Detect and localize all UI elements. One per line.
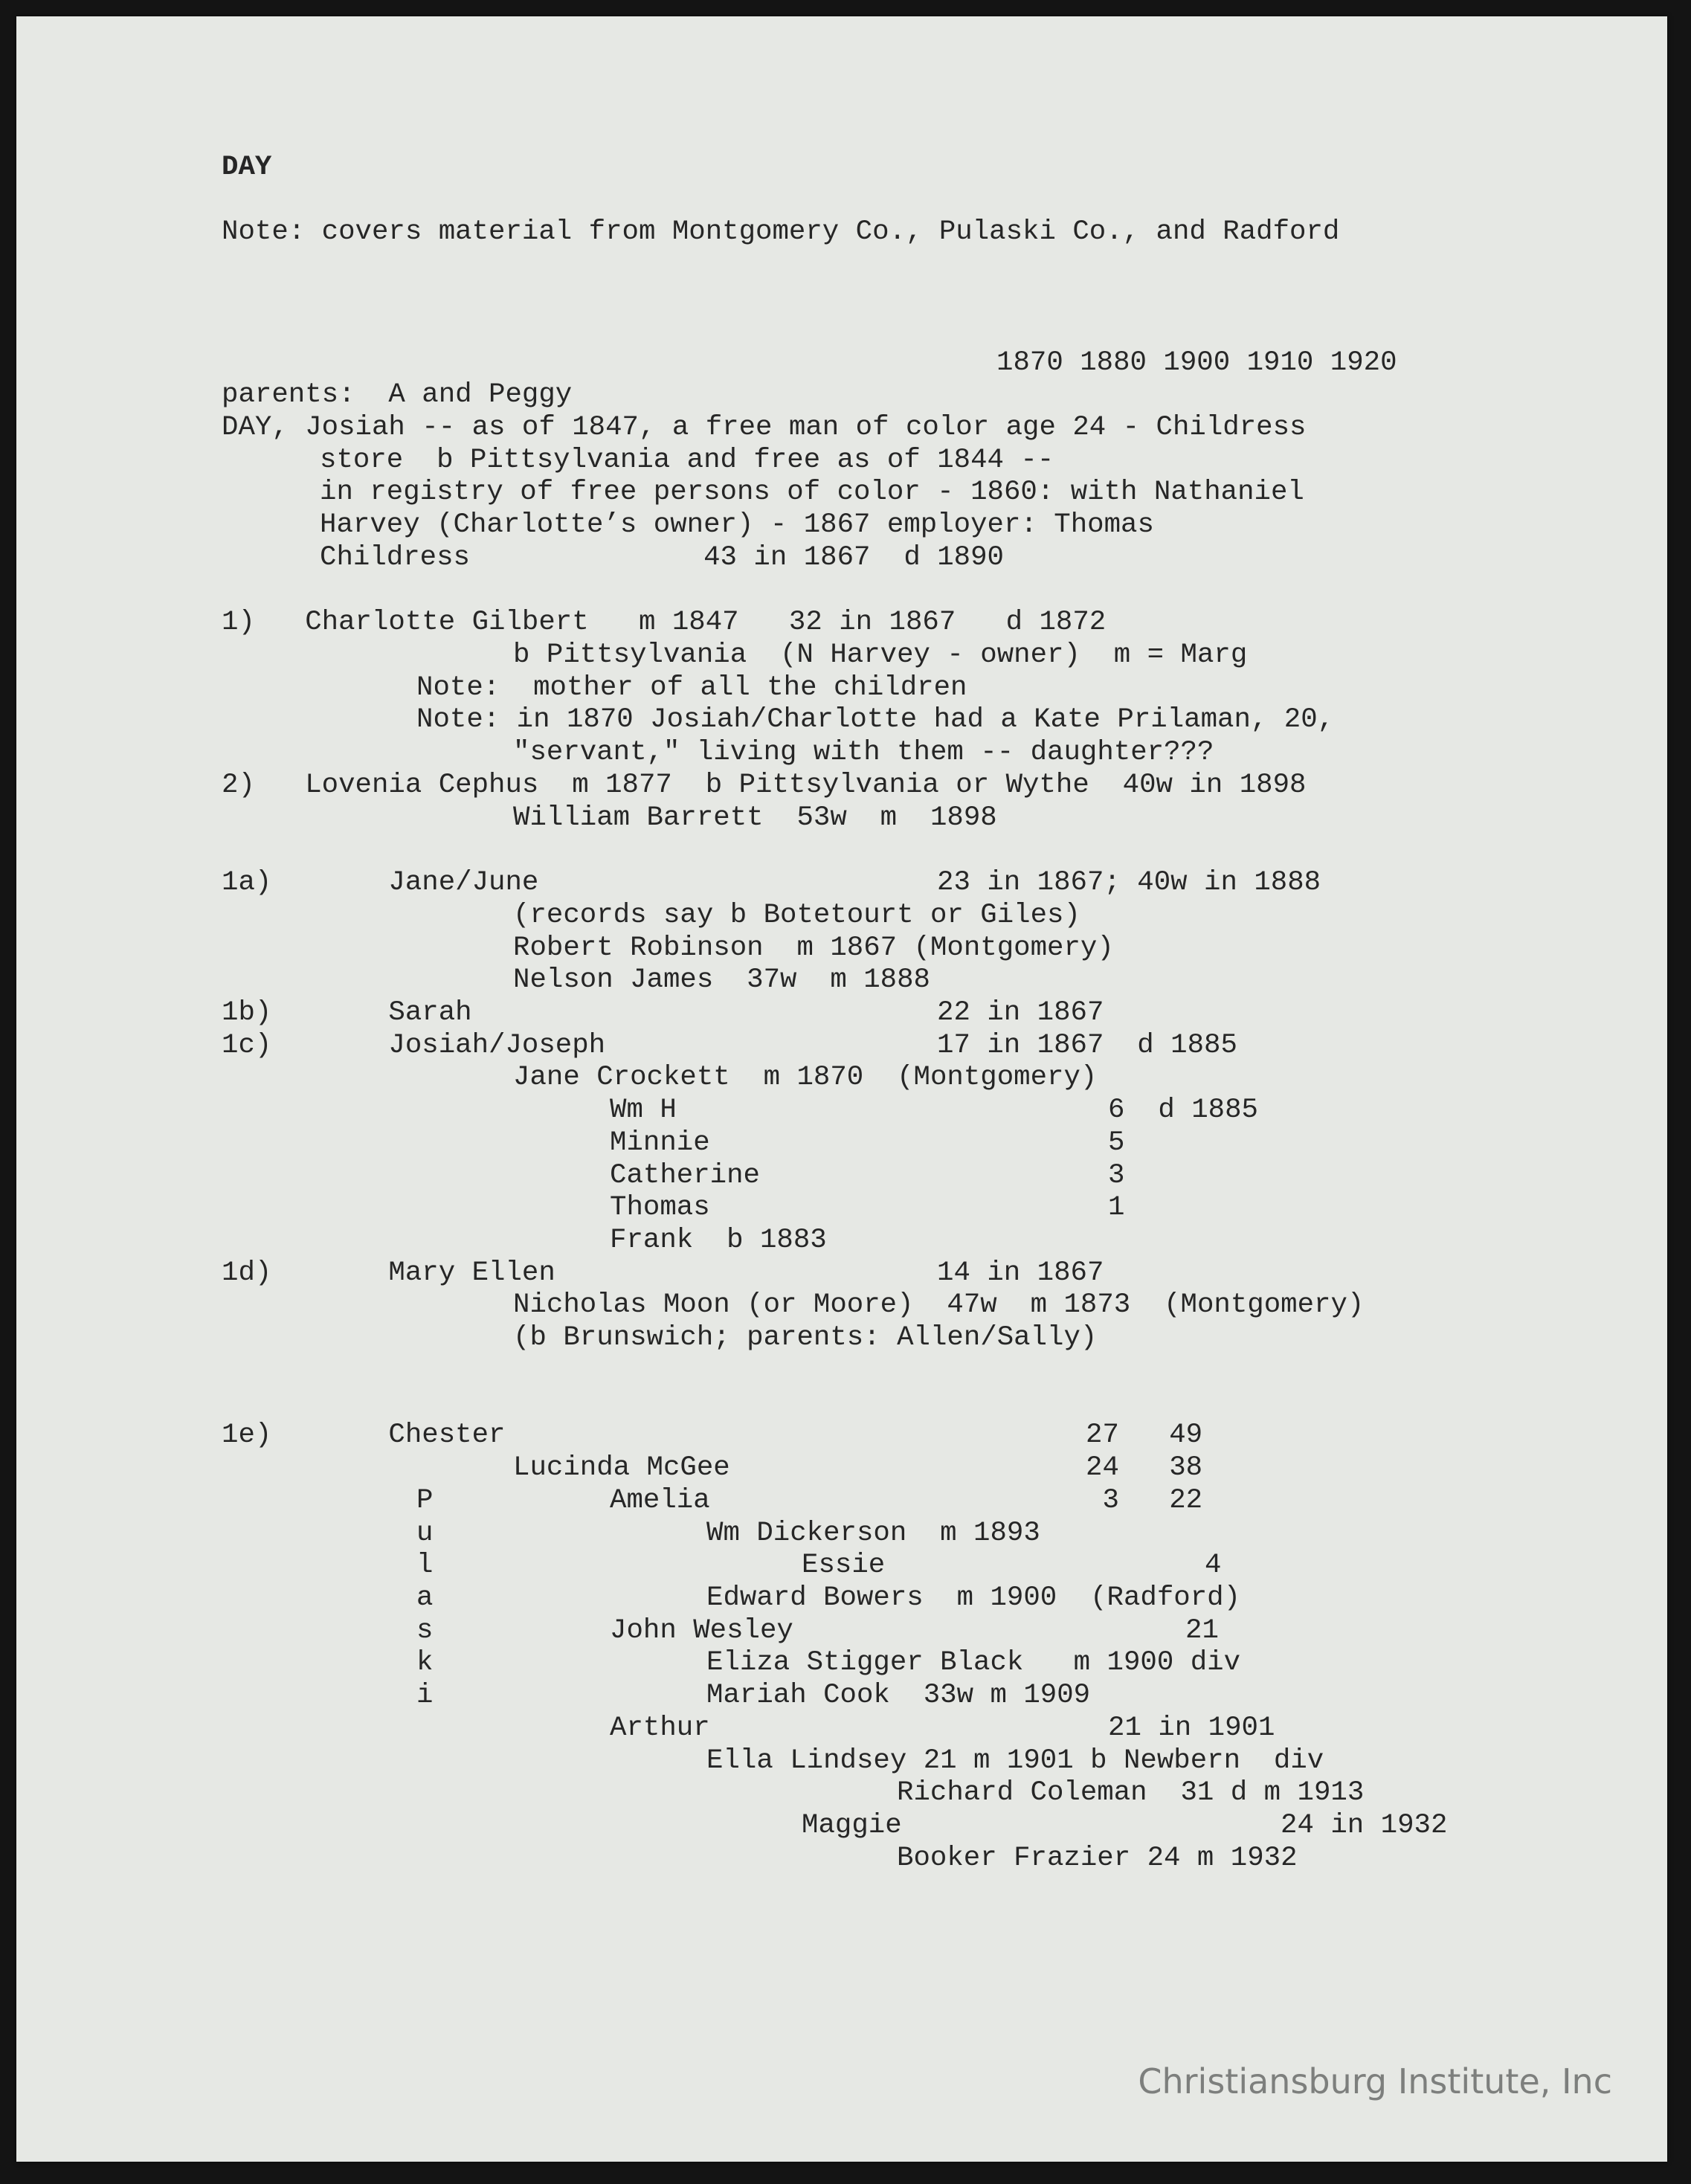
record-line: Note: mother of all the children xyxy=(416,672,967,703)
record-line: (b Brunswich; parents: Allen/Sally) xyxy=(513,1322,1098,1353)
record-line: u xyxy=(416,1518,434,1549)
record-line: Childress 43 in 1867 d 1890 xyxy=(320,542,1004,573)
record-line: 1c) Josiah/Joseph xyxy=(222,1030,606,1061)
record-line: Note: in 1870 Josiah/Charlotte had a Kate Prilaman, 20, xyxy=(416,704,1335,735)
record-line: 21 in 1901 xyxy=(1108,1713,1275,1744)
record-line: 17 in 1867 d 1885 xyxy=(937,1030,1237,1061)
record-line: Lucinda McGee xyxy=(513,1452,730,1484)
record-line: s xyxy=(416,1615,434,1646)
record-line: b Pittsylvania (N Harvey - owner) m = Marg xyxy=(513,640,1248,671)
record-line: 5 xyxy=(1108,1127,1125,1159)
record-line: Arthur xyxy=(610,1713,710,1744)
record-line: William Barrett 53w m 1898 xyxy=(513,802,997,834)
record-line: 1870 1880 1900 1910 1920 xyxy=(996,347,1397,379)
record-line: 3 xyxy=(1108,1160,1125,1191)
record-line: a xyxy=(416,1582,434,1614)
record-line: Mariah Cook 33w m 1909 xyxy=(706,1680,1091,1711)
record-line: 1e) Chester xyxy=(222,1420,506,1451)
record-line: 24 in 1932 xyxy=(1281,1810,1448,1841)
record-line: l xyxy=(416,1550,434,1581)
record-line: "servant," living with them -- daughter??? xyxy=(513,737,1214,768)
record-line: Maggie xyxy=(802,1810,902,1841)
record-line: 21 xyxy=(1185,1615,1219,1646)
record-line: Harvey (Charlotte’s owner) - 1867 employer: Thomas xyxy=(320,509,1154,541)
record-line: i xyxy=(416,1680,434,1711)
record-line: Frank b 1883 xyxy=(610,1225,827,1256)
record-line: Wm H xyxy=(610,1095,677,1126)
record-line: Minnie xyxy=(610,1127,710,1159)
record-line: store b Pittsylvania and free as of 1844 -- xyxy=(320,445,1054,476)
record-line: 22 in 1867 xyxy=(937,997,1104,1028)
record-line: Essie xyxy=(802,1550,886,1581)
record-line: 3 22 xyxy=(1086,1485,1203,1516)
record-line: 1d) Mary Ellen xyxy=(222,1257,555,1289)
record-line: k xyxy=(416,1647,434,1678)
record-line: 1a) Jane/June xyxy=(222,867,539,898)
record-line: parents: A and Peggy xyxy=(222,379,573,410)
record-line: Wm Dickerson m 1893 xyxy=(706,1518,1040,1549)
record-line: Booker Frazier 24 m 1932 xyxy=(897,1843,1298,1874)
record-line: 1) Charlotte Gilbert m 1847 32 in 1867 d 1872 xyxy=(222,607,1107,638)
record-line: Note: covers material from Montgomery Co., Pulaski Co., and Radford xyxy=(222,216,1340,248)
record-line: John Wesley xyxy=(610,1615,793,1646)
record-line: Jane Crockett m 1870 (Montgomery) xyxy=(513,1062,1098,1093)
record-line: 4 xyxy=(1205,1550,1222,1581)
record-line: 1b) Sarah xyxy=(222,997,472,1028)
record-line: Nelson James 37w m 1888 xyxy=(513,964,930,996)
record-line: Edward Bowers m 1900 (Radford) xyxy=(706,1582,1241,1614)
record-line: Thomas xyxy=(610,1192,710,1223)
record-line: Catherine xyxy=(610,1160,760,1191)
record-line: in registry of free persons of color - 1860: with Nathaniel xyxy=(320,477,1304,508)
document-title: DAY xyxy=(222,152,272,183)
record-line: Ella Lindsey 21 m 1901 b Newbern div xyxy=(706,1745,1324,1776)
record-line: 2) Lovenia Cephus m 1877 b Pittsylvania or Wythe 40w in 1898 xyxy=(222,770,1307,801)
record-line: P xyxy=(416,1485,434,1516)
record-line: Robert Robinson m 1867 (Montgomery) xyxy=(513,932,1114,964)
record-line: Nicholas Moon (or Moore) 47w m 1873 (Montgomery) xyxy=(513,1289,1365,1321)
record-line: 23 in 1867; 40w in 1888 xyxy=(937,867,1321,898)
record-line: 14 in 1867 xyxy=(937,1257,1104,1289)
record-line: Eliza Stigger Black m 1900 div xyxy=(706,1647,1241,1678)
record-line: 1 xyxy=(1108,1192,1125,1223)
record-line: 6 d 1885 xyxy=(1108,1095,1258,1126)
record-line: 24 38 xyxy=(1086,1452,1203,1484)
watermark: Christiansburg Institute, Inc xyxy=(1138,2061,1612,2101)
record-line: DAY, Josiah -- as of 1847, a free man of color age 24 - Childress xyxy=(222,412,1307,443)
record-line: Richard Coleman 31 d m 1913 xyxy=(897,1777,1365,1808)
record-line: (records say b Botetourt or Giles) xyxy=(513,900,1080,931)
record-line: 27 49 xyxy=(1086,1420,1203,1451)
record-line: Amelia xyxy=(610,1485,710,1516)
